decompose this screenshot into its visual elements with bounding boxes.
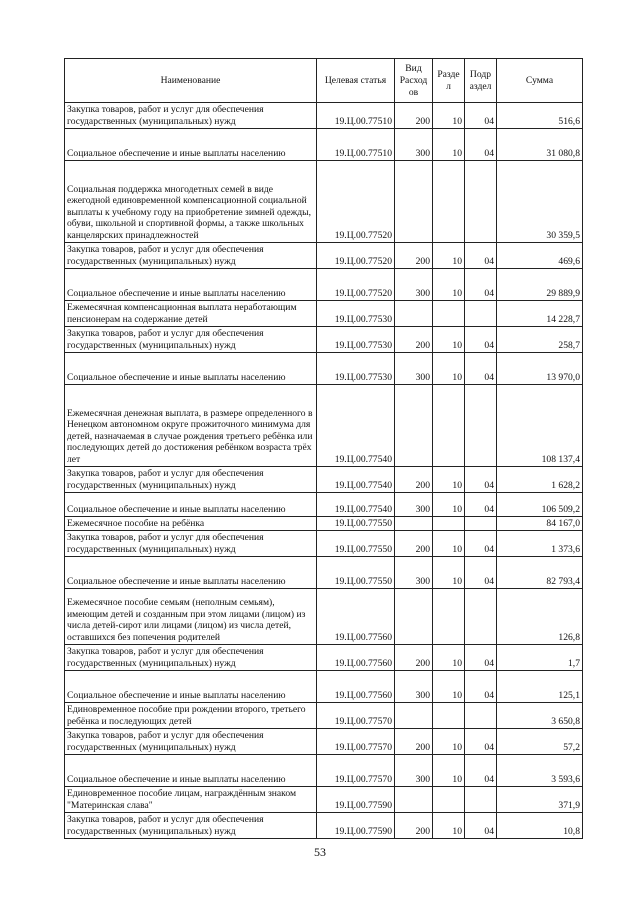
row-amount: 125,1 xyxy=(497,671,583,703)
row-name: Единовременное пособие при рождении второго, третьего ребёнка и последующих детей xyxy=(65,703,317,729)
row-name: Закупка товаров, работ и услуг для обеспечения государственных (муниципальных) нужд xyxy=(65,243,317,269)
row-name: Социальное обеспечение и иные выплаты населению xyxy=(65,755,317,787)
row-expense-type xyxy=(395,161,433,243)
row-section xyxy=(433,385,465,467)
row-name: Ежемесячное пособие на ребёнка xyxy=(65,517,317,531)
row-expense-type: 200 xyxy=(395,531,433,557)
row-target: 19.Ц.00.77540 xyxy=(317,467,395,493)
row-name: Закупка товаров, работ и услуг для обеспечения государственных (муниципальных) нужд xyxy=(65,327,317,353)
row-subsection: 04 xyxy=(465,729,497,755)
row-name: Социальное обеспечение и иные выплаты населению xyxy=(65,269,317,301)
row-target: 19.Ц.00.77550 xyxy=(317,517,395,531)
row-subsection xyxy=(465,161,497,243)
row-section: 10 xyxy=(433,467,465,493)
row-section xyxy=(433,301,465,327)
row-amount: 108 137,4 xyxy=(497,385,583,467)
row-subsection xyxy=(465,787,497,813)
row-target: 19.Ц.00.77590 xyxy=(317,787,395,813)
table-row xyxy=(65,129,583,161)
row-subsection xyxy=(465,589,497,645)
row-amount: 371,9 xyxy=(497,787,583,813)
row-name: Закупка товаров, работ и услуг для обеспечения государственных (муниципальных) нужд xyxy=(65,813,317,839)
row-target: 19.Ц.00.77560 xyxy=(317,645,395,671)
row-name: Социальная поддержка многодетных семей в виде ежегодной единовременной компенсационной социальной выплаты к учебному году на приобретение зимней одежды, обуви, школьной и спортивной формы, а также школьных канцелярских принадлежностей xyxy=(65,161,317,243)
row-expense-type: 300 xyxy=(395,493,433,517)
row-section: 10 xyxy=(433,493,465,517)
row-name: Закупка товаров, работ и услуг для обеспечения государственных (муниципальных) нужд xyxy=(65,103,317,129)
row-amount: 13 970,0 xyxy=(497,353,583,385)
row-amount: 3 650,8 xyxy=(497,703,583,729)
row-subsection: 04 xyxy=(465,353,497,385)
row-name: Социальное обеспечение и иные выплаты населению xyxy=(65,671,317,703)
row-target: 19.Ц.00.77570 xyxy=(317,755,395,787)
row-amount: 1,7 xyxy=(497,645,583,671)
row-subsection xyxy=(465,703,497,729)
table-body xyxy=(65,103,583,839)
row-target: 19.Ц.00.77520 xyxy=(317,243,395,269)
table-row xyxy=(65,243,583,269)
row-target: 19.Ц.00.77530 xyxy=(317,353,395,385)
row-amount: 126,8 xyxy=(497,589,583,645)
row-amount: 106 509,2 xyxy=(497,493,583,517)
row-subsection: 04 xyxy=(465,557,497,589)
row-section: 10 xyxy=(433,755,465,787)
row-expense-type: 300 xyxy=(395,557,433,589)
row-amount: 258,7 xyxy=(497,327,583,353)
row-subsection: 04 xyxy=(465,467,497,493)
header-amount: Сумма xyxy=(497,59,583,103)
row-expense-type: 300 xyxy=(395,129,433,161)
row-section: 10 xyxy=(433,813,465,839)
row-amount: 1 628,2 xyxy=(497,467,583,493)
row-section xyxy=(433,517,465,531)
row-target: 19.Ц.00.77540 xyxy=(317,493,395,517)
row-amount: 82 793,4 xyxy=(497,557,583,589)
row-amount: 57,2 xyxy=(497,729,583,755)
row-amount: 469,6 xyxy=(497,243,583,269)
row-name: Ежемесячная компенсационная выплата неработающим пенсионерам на содержание детей xyxy=(65,301,317,327)
row-section xyxy=(433,589,465,645)
row-subsection: 04 xyxy=(465,813,497,839)
row-target: 19.Ц.00.77560 xyxy=(317,589,395,645)
row-expense-type: 200 xyxy=(395,813,433,839)
row-target: 19.Ц.00.77520 xyxy=(317,161,395,243)
table-row xyxy=(65,327,583,353)
row-name: Социальное обеспечение и иные выплаты населению xyxy=(65,129,317,161)
row-subsection: 04 xyxy=(465,493,497,517)
row-subsection xyxy=(465,385,497,467)
row-section: 10 xyxy=(433,243,465,269)
table-row xyxy=(65,671,583,703)
row-section: 10 xyxy=(433,645,465,671)
row-name: Социальное обеспечение и иные выплаты населению xyxy=(65,353,317,385)
row-target: 19.Ц.00.77530 xyxy=(317,327,395,353)
page-number: 53 xyxy=(314,845,326,859)
table-row xyxy=(65,161,583,243)
row-amount: 1 373,6 xyxy=(497,531,583,557)
row-subsection: 04 xyxy=(465,671,497,703)
row-target: 19.Ц.00.77520 xyxy=(317,269,395,301)
row-section: 10 xyxy=(433,531,465,557)
table-header-row xyxy=(65,59,583,103)
row-section: 10 xyxy=(433,103,465,129)
row-target: 19.Ц.00.77540 xyxy=(317,385,395,467)
row-expense-type xyxy=(395,589,433,645)
row-amount: 84 167,0 xyxy=(497,517,583,531)
row-expense-type xyxy=(395,517,433,531)
row-subsection: 04 xyxy=(465,645,497,671)
table-row xyxy=(65,557,583,589)
row-amount: 516,6 xyxy=(497,103,583,129)
row-section xyxy=(433,787,465,813)
row-name: Социальное обеспечение и иные выплаты населению xyxy=(65,493,317,517)
header-section: Разде л xyxy=(433,59,465,103)
row-name: Закупка товаров, работ и услуг для обеспечения государственных (муниципальных) нужд xyxy=(65,467,317,493)
row-expense-type xyxy=(395,703,433,729)
row-subsection: 04 xyxy=(465,755,497,787)
table-row xyxy=(65,813,583,839)
row-section: 10 xyxy=(433,671,465,703)
row-name: Закупка товаров, работ и услуг для обеспечения государственных (муниципальных) нужд xyxy=(65,645,317,671)
row-expense-type: 200 xyxy=(395,103,433,129)
row-name: Закупка товаров, работ и услуг для обеспечения государственных (муниципальных) нужд xyxy=(65,729,317,755)
row-name: Ежемесячное пособие семьям (неполным семьям), имеющим детей и созданным при этом лицами (лицом) из числа детей-сирот или лицами (лицом) из числа детей, оставшихся без попечения родителей xyxy=(65,589,317,645)
row-target: 19.Ц.00.77550 xyxy=(317,531,395,557)
table-row xyxy=(65,269,583,301)
row-name: Ежемесячная денежная выплата, в размере определенного в Ненецком автономном округе прожиточного минимума для детей, назначаемая в случае рождения третьего ребёнка или последующих детей до достижения ребёнком возраста трёх лет xyxy=(65,385,317,467)
row-target: 19.Ц.00.77510 xyxy=(317,103,395,129)
table-row xyxy=(65,645,583,671)
row-subsection: 04 xyxy=(465,103,497,129)
row-expense-type: 300 xyxy=(395,353,433,385)
table-row xyxy=(65,467,583,493)
row-target: 19.Ц.00.77570 xyxy=(317,703,395,729)
row-expense-type: 300 xyxy=(395,755,433,787)
row-subsection: 04 xyxy=(465,327,497,353)
row-subsection: 04 xyxy=(465,129,497,161)
table-row xyxy=(65,517,583,531)
row-name: Закупка товаров, работ и услуг для обеспечения государственных (муниципальных) нужд xyxy=(65,531,317,557)
budget-table xyxy=(64,58,583,839)
row-expense-type: 300 xyxy=(395,671,433,703)
row-subsection xyxy=(465,301,497,327)
header-target: Целевая статья xyxy=(317,59,395,103)
table-row xyxy=(65,703,583,729)
row-expense-type: 200 xyxy=(395,327,433,353)
table-row xyxy=(65,787,583,813)
header-name: Наименование xyxy=(65,59,317,103)
row-expense-type: 200 xyxy=(395,729,433,755)
row-amount: 31 080,8 xyxy=(497,129,583,161)
row-amount: 30 359,5 xyxy=(497,161,583,243)
row-section xyxy=(433,161,465,243)
row-section: 10 xyxy=(433,557,465,589)
row-expense-type xyxy=(395,385,433,467)
row-target: 19.Ц.00.77510 xyxy=(317,129,395,161)
table-row xyxy=(65,755,583,787)
row-section xyxy=(433,703,465,729)
row-amount: 29 889,9 xyxy=(497,269,583,301)
row-expense-type: 200 xyxy=(395,243,433,269)
row-section: 10 xyxy=(433,129,465,161)
row-expense-type xyxy=(395,787,433,813)
row-expense-type xyxy=(395,301,433,327)
header-expense-type: Вид Расход ов xyxy=(395,59,433,103)
row-name: Социальное обеспечение и иные выплаты населению xyxy=(65,557,317,589)
row-subsection: 04 xyxy=(465,269,497,301)
row-amount: 14 228,7 xyxy=(497,301,583,327)
row-amount: 10,8 xyxy=(497,813,583,839)
row-section: 10 xyxy=(433,353,465,385)
row-subsection: 04 xyxy=(465,243,497,269)
table-row xyxy=(65,301,583,327)
row-name: Единовременное пособие лицам, награждённым знаком "Материнская слава" xyxy=(65,787,317,813)
table-row xyxy=(65,729,583,755)
table-row xyxy=(65,493,583,517)
row-subsection: 04 xyxy=(465,531,497,557)
table-row xyxy=(65,385,583,467)
row-target: 19.Ц.00.77560 xyxy=(317,671,395,703)
row-expense-type: 300 xyxy=(395,269,433,301)
row-target: 19.Ц.00.77530 xyxy=(317,301,395,327)
table-row xyxy=(65,103,583,129)
header-subsection: Подр аздел xyxy=(465,59,497,103)
row-target: 19.Ц.00.77570 xyxy=(317,729,395,755)
row-section: 10 xyxy=(433,729,465,755)
row-subsection xyxy=(465,517,497,531)
row-expense-type: 200 xyxy=(395,645,433,671)
row-section: 10 xyxy=(433,327,465,353)
row-target: 19.Ц.00.77550 xyxy=(317,557,395,589)
table-row xyxy=(65,589,583,645)
row-section: 10 xyxy=(433,269,465,301)
row-expense-type: 200 xyxy=(395,467,433,493)
row-target: 19.Ц.00.77590 xyxy=(317,813,395,839)
table-row xyxy=(65,353,583,385)
table-row xyxy=(65,531,583,557)
row-amount: 3 593,6 xyxy=(497,755,583,787)
